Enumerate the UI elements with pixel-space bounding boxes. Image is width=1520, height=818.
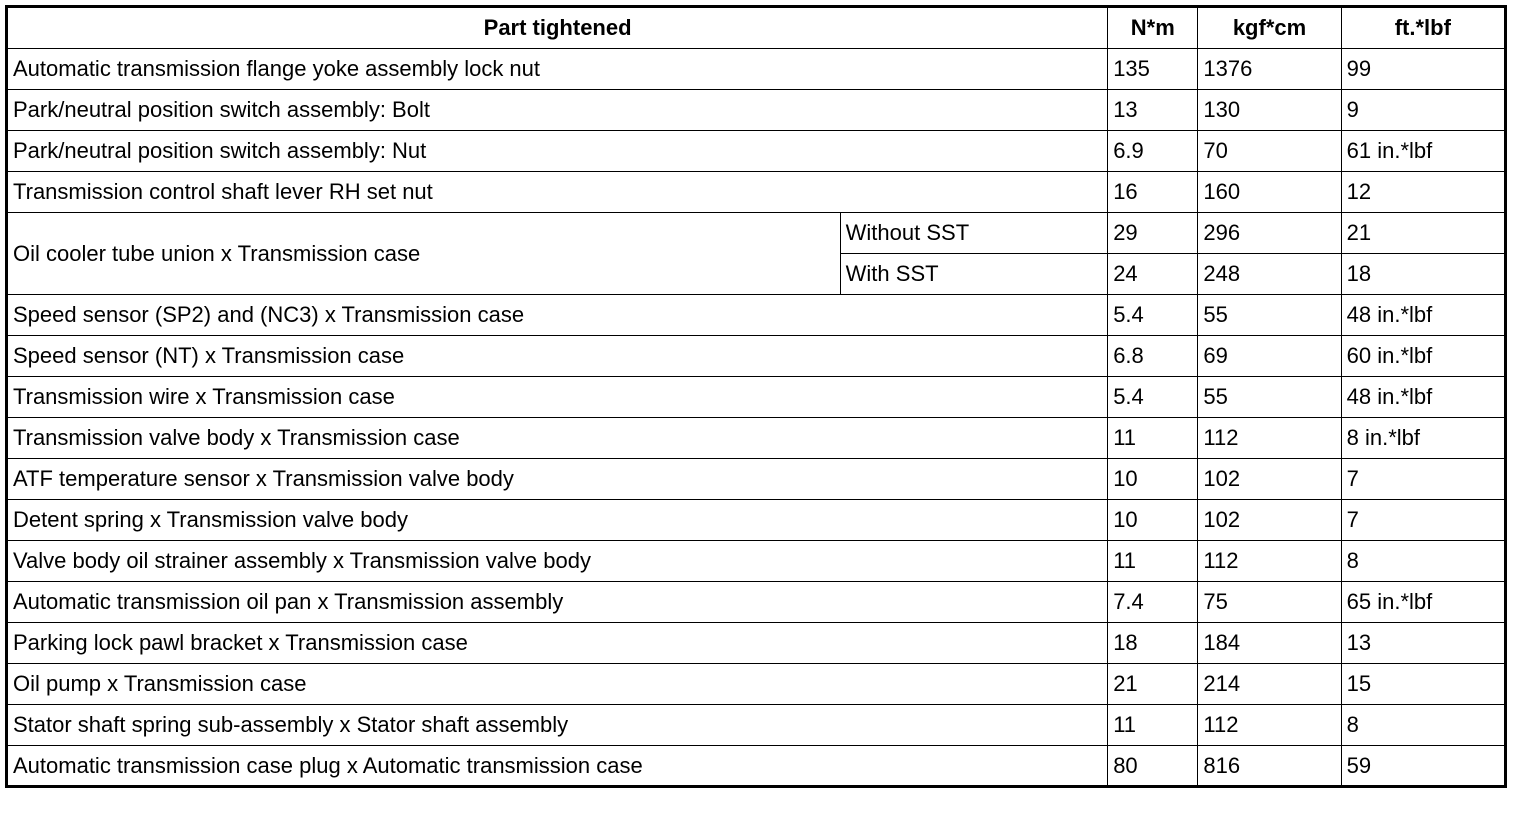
nm-cell: 11 [1108, 418, 1198, 459]
ft-cell: 13 [1341, 623, 1505, 664]
ft-cell: 59 [1341, 746, 1505, 787]
part-cell: Automatic transmission case plug x Automatic transmission case [7, 746, 1108, 787]
nm-cell: 5.4 [1108, 295, 1198, 336]
kgf-cell: 102 [1198, 459, 1341, 500]
table-row [7, 295, 1506, 336]
nm-cell: 6.9 [1108, 131, 1198, 172]
table-row [7, 664, 1506, 705]
kgf-cell: 1376 [1198, 49, 1341, 90]
header-part-tightened: Part tightened [7, 7, 1108, 49]
ft-cell: 21 [1341, 213, 1505, 254]
table-row [7, 336, 1506, 377]
table-row [7, 90, 1506, 131]
table-row [7, 541, 1506, 582]
table-row [7, 213, 1506, 254]
ft-cell: 48 in.*lbf [1341, 295, 1505, 336]
torque-specification-table [5, 5, 1507, 788]
part-cell: Transmission valve body x Transmission case [7, 418, 1108, 459]
kgf-cell: 70 [1198, 131, 1341, 172]
nm-cell: 18 [1108, 623, 1198, 664]
ft-cell: 7 [1341, 500, 1505, 541]
part-cell: Stator shaft spring sub-assembly x Stator shaft assembly [7, 705, 1108, 746]
part-cell: Valve body oil strainer assembly x Transmission valve body [7, 541, 1108, 582]
ft-cell: 7 [1341, 459, 1505, 500]
table-row [7, 49, 1506, 90]
nm-cell: 16 [1108, 172, 1198, 213]
kgf-cell: 816 [1198, 746, 1341, 787]
kgf-cell: 130 [1198, 90, 1341, 131]
nm-cell: 7.4 [1108, 582, 1198, 623]
table-row [7, 582, 1506, 623]
part-cell: Speed sensor (SP2) and (NC3) x Transmission case [7, 295, 1108, 336]
ft-cell: 12 [1341, 172, 1505, 213]
header-nm: N*m [1108, 7, 1198, 49]
table-row [7, 459, 1506, 500]
kgf-cell: 214 [1198, 664, 1341, 705]
ft-cell: 9 [1341, 90, 1505, 131]
part-cell: Speed sensor (NT) x Transmission case [7, 336, 1108, 377]
kgf-cell: 160 [1198, 172, 1341, 213]
ft-cell: 8 [1341, 705, 1505, 746]
ft-cell: 48 in.*lbf [1341, 377, 1505, 418]
part-cell: Oil pump x Transmission case [7, 664, 1108, 705]
ft-cell: 60 in.*lbf [1341, 336, 1505, 377]
ft-cell: 99 [1341, 49, 1505, 90]
kgf-cell: 75 [1198, 582, 1341, 623]
header-ft-lbf: ft.*lbf [1341, 7, 1505, 49]
part-cell: Park/neutral position switch assembly: Nut [7, 131, 1108, 172]
table-row [7, 377, 1506, 418]
nm-cell: 11 [1108, 705, 1198, 746]
kgf-cell: 112 [1198, 705, 1341, 746]
ft-cell: 61 in.*lbf [1341, 131, 1505, 172]
table-row [7, 500, 1506, 541]
kgf-cell: 102 [1198, 500, 1341, 541]
kgf-cell: 296 [1198, 213, 1341, 254]
ft-cell: 65 in.*lbf [1341, 582, 1505, 623]
nm-cell: 13 [1108, 90, 1198, 131]
nm-cell: 10 [1108, 500, 1198, 541]
ft-cell: 15 [1341, 664, 1505, 705]
kgf-cell: 112 [1198, 541, 1341, 582]
part-cell: Automatic transmission oil pan x Transmission assembly [7, 582, 1108, 623]
table-row [7, 172, 1506, 213]
part-cell: Transmission wire x Transmission case [7, 377, 1108, 418]
nm-cell: 135 [1108, 49, 1198, 90]
ft-cell: 8 in.*lbf [1341, 418, 1505, 459]
ft-cell: 8 [1341, 541, 1505, 582]
kgf-cell: 55 [1198, 295, 1341, 336]
nm-cell: 5.4 [1108, 377, 1198, 418]
kgf-cell: 112 [1198, 418, 1341, 459]
table-row [7, 623, 1506, 664]
part-cell: Automatic transmission flange yoke assembly lock nut [7, 49, 1108, 90]
condition-cell: Without SST [840, 213, 1108, 254]
part-cell: Park/neutral position switch assembly: Bolt [7, 90, 1108, 131]
table-row [7, 746, 1506, 787]
kgf-cell: 55 [1198, 377, 1341, 418]
kgf-cell: 184 [1198, 623, 1341, 664]
header-kgf-cm: kgf*cm [1198, 7, 1341, 49]
part-cell: Transmission control shaft lever RH set nut [7, 172, 1108, 213]
nm-cell: 21 [1108, 664, 1198, 705]
nm-cell: 24 [1108, 254, 1198, 295]
ft-cell: 18 [1341, 254, 1505, 295]
condition-cell: With SST [840, 254, 1108, 295]
nm-cell: 29 [1108, 213, 1198, 254]
part-cell: ATF temperature sensor x Transmission valve body [7, 459, 1108, 500]
nm-cell: 80 [1108, 746, 1198, 787]
table-row [7, 418, 1506, 459]
part-cell: Oil cooler tube union x Transmission case [7, 213, 841, 295]
part-cell: Parking lock pawl bracket x Transmission case [7, 623, 1108, 664]
nm-cell: 11 [1108, 541, 1198, 582]
nm-cell: 10 [1108, 459, 1198, 500]
table-row [7, 705, 1506, 746]
kgf-cell: 69 [1198, 336, 1341, 377]
kgf-cell: 248 [1198, 254, 1341, 295]
header-row [7, 7, 1506, 49]
table-row [7, 131, 1506, 172]
part-cell: Detent spring x Transmission valve body [7, 500, 1108, 541]
nm-cell: 6.8 [1108, 336, 1198, 377]
